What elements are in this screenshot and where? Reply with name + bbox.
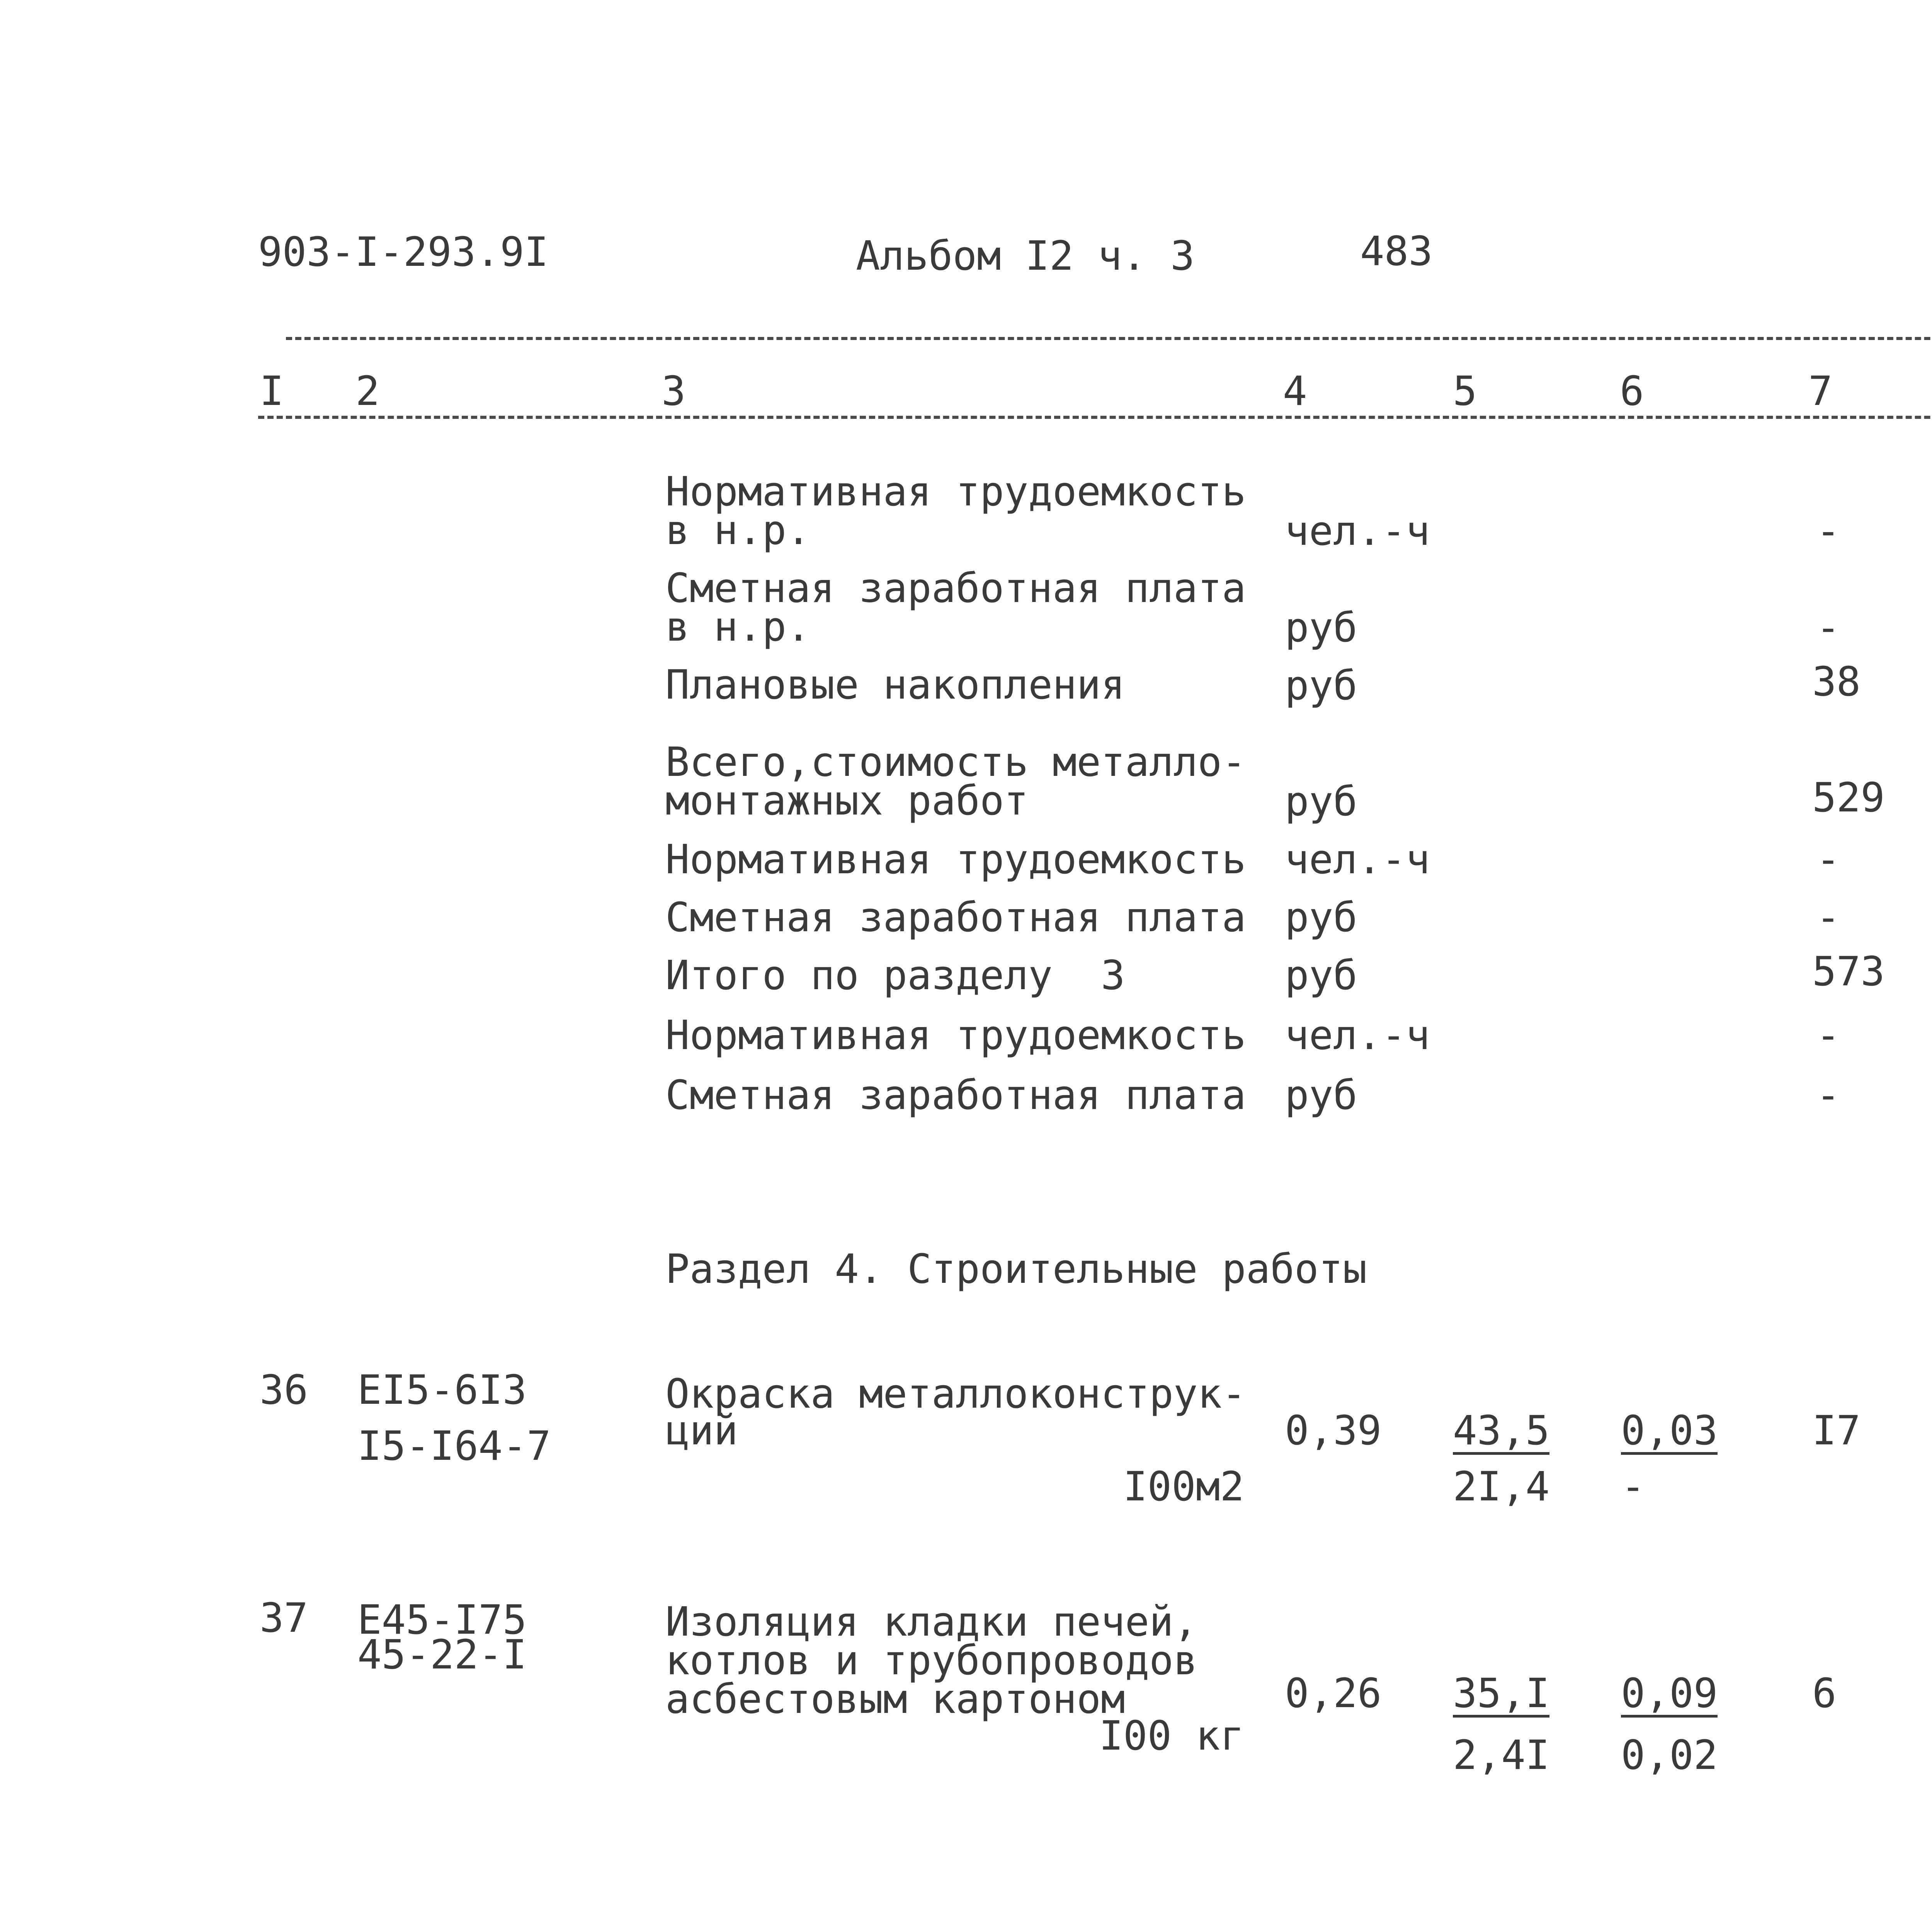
summary-name-cont: монтажных работ <box>665 777 1029 824</box>
item-col5-top: 35,I <box>1453 1670 1550 1717</box>
item-col6-top: 0,03 <box>1621 1407 1718 1454</box>
item-name-cont: котлов и трубопроводов <box>665 1637 1198 1684</box>
page-number: 483 <box>1360 228 1433 275</box>
item-unit: I00м2 <box>1123 1463 1244 1510</box>
summary-name: Сметная заработная плата <box>665 894 1246 941</box>
col-header-7: 7 <box>1808 367 1833 415</box>
item-col6-bottom: - <box>1621 1463 1645 1510</box>
item-number: 36 <box>260 1366 308 1413</box>
header-dashed-rule <box>258 416 1932 419</box>
item-code: ЕI5-6I3 <box>357 1366 527 1413</box>
item-code-secondary: I5-I64-7 <box>357 1422 551 1469</box>
summary-col7: - <box>1816 604 1840 651</box>
summary-unit: руб <box>1285 662 1357 709</box>
item-col4: 0,26 <box>1285 1670 1382 1717</box>
item-col4: 0,39 <box>1285 1407 1382 1454</box>
item-col6-top: 0,09 <box>1621 1670 1718 1717</box>
item-col5-bottom: 2I,4 <box>1453 1463 1550 1510</box>
summary-name: Нормативная трудоемкость <box>665 1012 1246 1059</box>
item-col5-bottom: 2,4I <box>1453 1731 1550 1779</box>
summary-unit: руб <box>1285 778 1357 825</box>
item-name-cont: ций <box>665 1407 738 1454</box>
col-header-2: 2 <box>355 367 380 415</box>
col-header-4: 4 <box>1283 367 1307 415</box>
summary-name: Всего,стоимость металло- <box>665 738 1246 786</box>
col-header-5: 5 <box>1453 367 1477 415</box>
item-col5-top: 43,5 <box>1453 1407 1550 1454</box>
summary-unit: руб <box>1285 604 1357 651</box>
summary-col7: 573 <box>1812 948 1885 995</box>
item-code: Е45-I75 <box>357 1596 527 1643</box>
item-number: 37 <box>260 1594 308 1641</box>
col-header-1: I <box>260 367 284 415</box>
summary-name: Нормативная трудоемкость <box>665 468 1246 515</box>
item-col6-bottom: 0,02 <box>1621 1731 1718 1779</box>
summary-col7: - <box>1816 1071 1840 1119</box>
summary-name: Сметная заработная плата <box>665 1071 1246 1119</box>
summary-unit: чел.-ч <box>1285 836 1430 883</box>
col-header-6: 6 <box>1620 367 1644 415</box>
summary-col7: 529 <box>1812 774 1885 821</box>
summary-name: Плановые накопления <box>665 661 1125 708</box>
item-name: Изоляция кладки печей, <box>665 1598 1198 1645</box>
project-code: 903-I-293.9I <box>258 228 549 276</box>
summary-unit: руб <box>1285 952 1357 999</box>
summary-name: Сметная заработная плата <box>665 565 1246 612</box>
summary-col7: - <box>1816 894 1840 941</box>
section-title: Раздел 4. Строительные работы <box>665 1245 1367 1293</box>
summary-col7: - <box>1816 1012 1840 1059</box>
item-col7: I7 <box>1812 1407 1861 1454</box>
item-name-cont: асбестовым картоном <box>665 1675 1125 1723</box>
summary-unit: чел.-ч <box>1285 507 1430 554</box>
summary-unit: руб <box>1285 894 1357 941</box>
summary-name-cont: в н.р. <box>665 603 811 650</box>
summary-col7: - <box>1816 836 1840 883</box>
top-dashed-rule <box>286 337 1932 340</box>
summary-unit: чел.-ч <box>1285 1012 1430 1059</box>
item-name: Окраска металлоконструк- <box>665 1370 1246 1417</box>
summary-col7: 38 <box>1812 658 1861 705</box>
album-label: Альбом I2 ч. 3 <box>856 232 1195 279</box>
summary-unit: руб <box>1285 1071 1357 1119</box>
item-code-secondary: 45-22-I <box>357 1631 527 1678</box>
item-unit: I00 кг <box>1099 1712 1244 1759</box>
col-header-3: 3 <box>662 367 686 415</box>
item-col7: 6 <box>1812 1670 1837 1717</box>
summary-name-cont: в н.р. <box>665 507 811 554</box>
summary-name: Итого по разделу 3 <box>665 952 1125 999</box>
summary-name: Нормативная трудоемкость <box>665 836 1246 883</box>
summary-col7: - <box>1816 507 1840 554</box>
